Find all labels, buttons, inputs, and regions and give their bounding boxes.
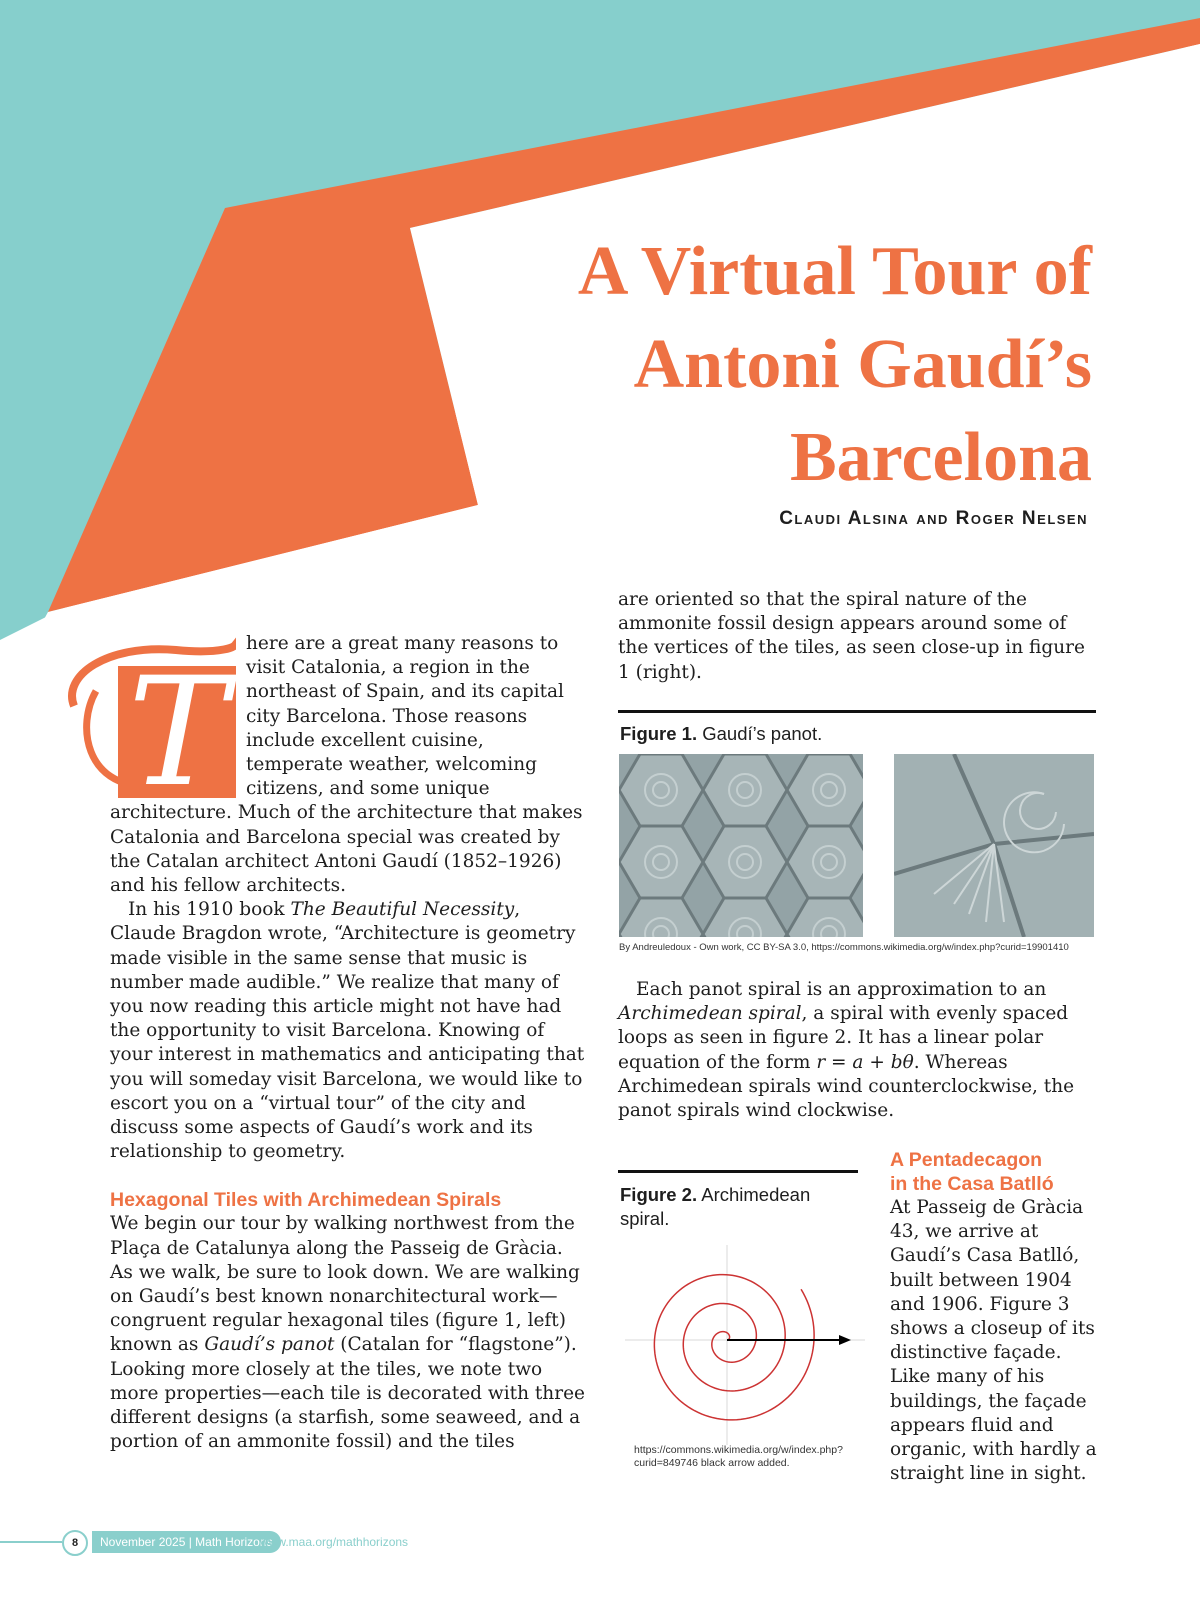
title-line-2: Antoni Gaudí’s [633,326,1092,403]
book-title: The Beautiful Necessity [290,899,515,921]
dropcap-ornament [66,636,236,801]
page-number: 8 [62,1530,88,1556]
figure1-credit: By Andreuledoux - Own work, CC BY-SA 3.0, https://commons.wikimedia.org/w/index.php?curid=19901410 [619,942,1069,953]
title-line-3: Barcelona [789,419,1092,496]
section1-continuation: are oriented so that the spiral nature of the ammonite fossil design appears around some of the vertices of the tiles, as seen close-up in figure 1 (right). [618,589,1085,683]
panot-spiral-paragraph: Each panot spiral is an approximation to an Archimedean spiral, a spiral with evenly spaced loops as seen in figure 2. It has a linear polar equation of the form r = a + bθ. Whereas Archimedean spirals wind counterclockwise, the panot spirals wind clockwise. [618,979,1075,1122]
section1-paragraph: We begin our tour by walking northwest from the Plaça de Catalunya along the Passeig de Gràcia. As we walk, be sure to look down. We are walking on Gaudí’s best known nonarchitectural work—congruent regular hexagonal tiles (figure 1, left) known as Gaudí’s panot (Catalan for “flagstone”). Looking more closely at the tiles, we note two more properties—each tile is decorated with three different designs (a starfish, some seaweed, and a portion of an ammonite fossil) and the tiles [110,1213,585,1453]
page-footer [0,1528,420,1556]
intro-paragraph-1: here are a great many reasons to visit Catalonia, a region in the northeast of Spain, and its capital city Barcelona. Those reasons include excellent cuisine, temperate weather, welcoming citizens, and some unique architecture. Much of the architecture that makes Catalonia and Barcelona special was created by the Catalan architect Antoni Gaudí (1852–1926) and his fellow architects. [110,633,583,897]
footer-url[interactable]: www.maa.org/mathhorizons [260,1535,409,1549]
figure2-rule [618,1170,858,1173]
authors-byline: Claudi Alsina and Roger Nelsen [779,508,1088,529]
panot-tiles-photo-right [894,754,1094,937]
issue-tag: November 2025 | Math Horizons [92,1531,281,1553]
right-column-continuation [618,588,1098,685]
panot-tiles-photo-left [619,754,863,937]
polar-equation: r = a + bθ [816,1051,914,1073]
article-title [578,225,1092,504]
figure1-caption: Figure 1. Gaudí’s panot. [620,723,823,744]
right-narrow-column [890,1148,1100,1486]
dropcap-letter: T [127,646,229,801]
section-heading-hexagonal-tiles: Hexagonal Tiles with Archimedean Spirals [110,1189,502,1212]
title-line-1: A Virtual Tour of [577,233,1092,310]
section2-paragraph: At Passeig de Gràcia 43, we arrive at Gaudí’s Casa Batlló, built between 1904 and 1906. Figure 3 shows a closeup of its distinctive façade. Like many of his buildings, the façade appears fluid and organic, with hardly a straight line in sight. [890,1197,1097,1485]
gaudis-panot-term: Gaudí’s panot [204,1334,335,1356]
figure2-credit: https://commons.wikimedia.org/w/index.php? curid=849746 black arrow added. [634,1444,843,1469]
figure1-rule [618,710,1096,713]
left-column [110,632,585,1455]
intro-paragraph-2: In his 1910 book The Beautiful Necessity, Claude Bragdon wrote, “Architecture is geometry made visible in the same sense that music is number made audible.” We realize that many of you now reading this article might not have had the opportunity to visit Barcelona. Knowing of your interest in mathematics and anticipating that you will someday visit Barcelona, we would like to escort you on a “virtual tour” of the city and discuss some aspects of Gaudí’s work and its relationship to geometry. [110,899,585,1163]
figure2-caption: Figure 2. Archimedean spiral. [620,1184,811,1229]
footer-line [0,1541,62,1543]
section-heading-pentadecagon: A Pentadecagon in the Casa Batlló [890,1149,1054,1195]
archimedean-spiral-figure [625,1245,865,1445]
